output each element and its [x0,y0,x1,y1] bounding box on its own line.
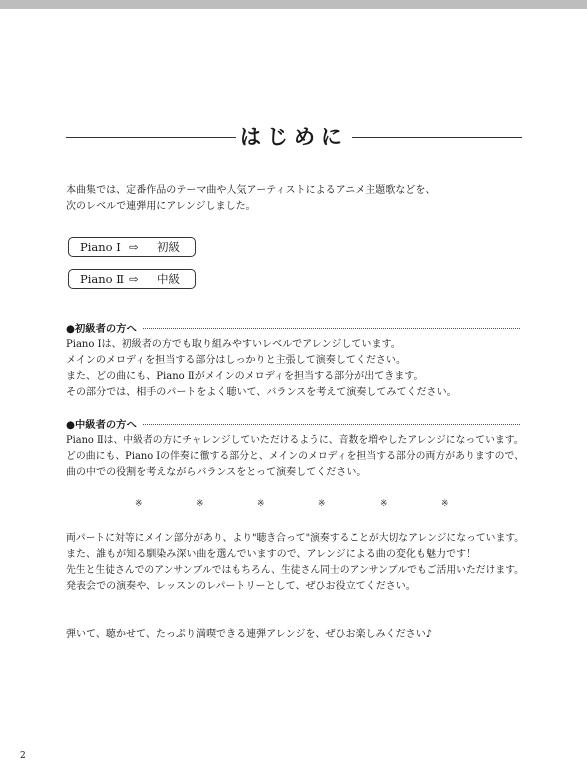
dotted-leader [143,424,520,425]
section-line: Piano Ⅰは、初級者の方でも取り組みやすいレベルでアレンジしています。 [66,338,401,350]
title-row [66,124,522,150]
section-line: メインのメロディを担当する部分はしっかりと主張して演奏してください。 [66,354,406,366]
section-heading-intermediate [66,416,520,430]
level-piano-name: Piano Ⅱ [80,272,125,286]
level-label: 中級 [157,272,180,286]
separator-mark: ※ [196,499,204,509]
closing-line: 両パートに対等にメイン部分があり、より"聴き合って"演奏することが大切なアレンジになっています。 [66,532,525,544]
level-piano-name: Piano Ⅰ [80,240,121,254]
section-line: どの曲にも、Piano Ⅰの伴奏に徹する部分と、メインのメロディを担当する部分の両方がありますので、 [66,450,524,462]
closing-line: 先生と生徒さんでのアンサンブルではもちろん、生徒さん同士のアンサンブルでもご活用いただけます。 [66,564,524,576]
separator-mark: ※ [441,499,449,509]
level-box-piano-1 [68,237,196,257]
closing-paragraph [66,530,536,594]
separator-mark: ※ [380,499,388,509]
page-title: はじめに [240,125,348,149]
intro-line: 本曲集では、定番作品のテーマ曲や人気アーティストによるアニメ主題歌などを、 [66,184,436,196]
title-rule-right [352,137,522,138]
separator-mark: ※ [318,499,326,509]
section-body-beginner [66,336,536,400]
intro-paragraph [66,182,536,214]
arrow-icon: ⇨ [129,240,139,254]
level-box-piano-2 [68,269,196,289]
separator-mark: ※ [135,499,143,509]
top-gray-bar [0,0,587,9]
closing-line: また、誰もが知る馴染み深い曲を選んでいますので、アレンジによる曲の変化も魅力です！ [66,548,477,560]
section-line: Piano Ⅱは、中級者の方にチャレンジしていただけるように、音数を増やしたアレンジになっています。 [66,434,524,446]
separator-row [0,498,587,510]
section-line: その部分では、相手のパートをよく聴いて、バランスを考えて演奏してみてください。 [66,386,457,398]
section-line: 曲の中での役割を考えながらバランスをとって演奏してください。 [66,466,367,478]
section-heading-text: ●中級者の方へ [66,418,137,431]
intro-line: 次のレベルで連弾用にアレンジしました。 [66,200,256,212]
level-label: 初級 [157,240,180,254]
arrow-icon: ⇨ [129,272,139,286]
page-number: 2 [20,751,26,761]
final-line-text: 弾いて、聴かせて、たっぷり満喫できる連弾アレンジを、ぜひお楽しみください♪ [66,628,433,640]
separator-mark: ※ [257,499,265,509]
section-line: また、どの曲にも、Piano Ⅱがメインのメロディを担当する部分が出てきます。 [66,370,424,382]
final-line [66,626,536,642]
dotted-leader [143,328,520,329]
section-heading-text: ●初級者の方へ [66,322,137,335]
section-heading-beginner [66,320,520,334]
closing-line: 発表会での演奏や、レッスンのレパートリーとして、ぜひお役立てください。 [66,580,416,592]
section-body-intermediate [66,432,536,480]
